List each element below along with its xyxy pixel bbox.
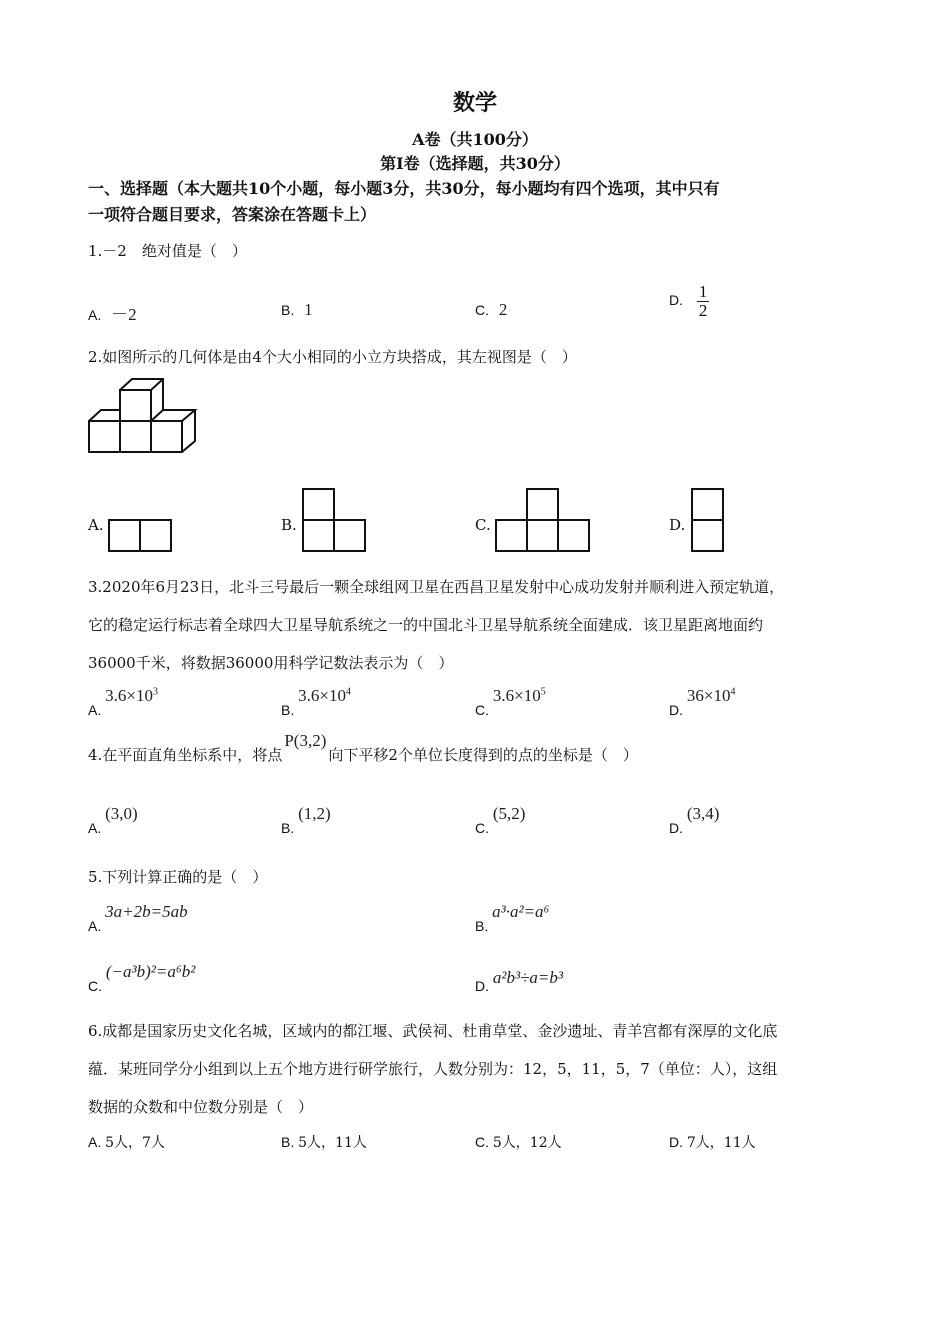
q2-option-b[interactable]: B.	[281, 516, 297, 534]
option-label: D.	[475, 978, 489, 994]
option-label: C.	[475, 1134, 489, 1150]
option-value: －2	[111, 305, 137, 324]
option-value: a³·a²=a⁶	[492, 902, 550, 921]
sci-base: 3.6×10	[105, 686, 153, 705]
q2-option-a[interactable]: A.	[88, 516, 104, 534]
option-label: B.	[281, 1134, 295, 1150]
option-value: (3,0)	[105, 804, 138, 823]
option-label: B.	[475, 918, 489, 934]
cube-upper-right-edge	[151, 379, 163, 390]
question-5-stem: 5.下列计算正确的是（ ）	[88, 868, 268, 886]
q4-option-d[interactable]	[669, 804, 720, 836]
q5-option-d[interactable]	[475, 968, 563, 994]
q5-option-b[interactable]	[475, 902, 550, 934]
option-value: (3,4)	[686, 804, 720, 823]
option-label: B.	[281, 302, 295, 318]
q5-option-c[interactable]	[88, 962, 196, 994]
part-one-heading: 第Ⅰ卷（选择题，共30分）	[380, 154, 570, 173]
option-label: C.	[475, 702, 489, 718]
option-label: A.	[88, 307, 102, 323]
q3-option-c[interactable]	[475, 686, 546, 718]
question-6-stem-line2: 蕴．某班同学分小组到以上五个地方进行研学旅行，人数分别为：12，5，11，5，7（单位：人），这组	[88, 1060, 778, 1078]
q6-option-a[interactable]	[88, 1132, 165, 1152]
question-3-stem-line1: 3.2020年6月23日，北斗三号最后一颗全球组网卫星在西昌卫星发射中心成功发射并顺利进入预定轨道，	[88, 578, 785, 596]
cube-front-2	[120, 421, 151, 452]
section-header-line2: 一项符合题目要求，答案涂在答题卡上）	[88, 205, 377, 224]
q2-option-b-view	[303, 489, 365, 551]
q4-point: P(3,2)	[284, 731, 327, 750]
q2-option-d-view	[692, 489, 723, 551]
option-value: a²b³÷a=b³	[492, 968, 563, 987]
fraction-denominator: 2	[698, 301, 708, 320]
sci-exponent: 3	[152, 686, 158, 698]
option-label: D.	[669, 292, 683, 309]
sci-exponent: 4	[730, 686, 736, 698]
section-header-line1: 一、选择题（本大题共10个小题，每小题3分，共30分，每小题均有四个选项，其中只有	[88, 179, 720, 198]
sci-base: 3.6×10	[298, 686, 346, 705]
option-value: (5,2)	[492, 804, 526, 823]
sci-exponent: 5	[540, 686, 546, 698]
question-3-stem-line3: 36000千米，将数据36000用科学记数法表示为（ ）	[88, 654, 454, 672]
option-value: 1	[304, 300, 313, 319]
option-value: 7人，11人	[686, 1135, 756, 1151]
q6-option-c[interactable]	[475, 1132, 562, 1152]
question-3-stem-line2: 它的稳定运行标志着全球四大卫星导航系统之一的中国北斗卫星导航系统全面建成．该卫星距离地面约	[88, 616, 764, 634]
cube-front-1	[89, 421, 120, 452]
cube-front-3	[151, 421, 182, 452]
q3-option-b[interactable]	[281, 686, 351, 718]
option-label: D.	[669, 702, 683, 718]
page-title: 数学	[452, 90, 497, 116]
option-value: (−a³b)²=a⁶b²	[105, 962, 196, 981]
option-value: 3a+2b=5ab	[105, 902, 188, 921]
option-label: D.	[669, 820, 683, 836]
sci-base: 3.6×10	[492, 686, 541, 705]
cube-right-top-edge	[151, 410, 195, 421]
question-4-stem	[88, 731, 638, 765]
option-label: A.	[88, 1134, 102, 1150]
option-value: (1,2)	[298, 804, 331, 823]
cube-top-front	[120, 390, 151, 421]
question-1-stem: 1.－2 绝对值是（ ）	[88, 242, 247, 260]
q6-option-d[interactable]	[669, 1132, 756, 1152]
sci-exponent: 4	[345, 686, 351, 698]
question-2-stem: 2.如图所示的几何体是由4个大小相同的小立方块搭成，其左视图是（ ）	[88, 348, 577, 366]
option-label: C.	[475, 302, 489, 318]
option-label: C.	[88, 978, 102, 994]
q2-option-a-view	[109, 520, 171, 551]
option-value: 5人，7人	[105, 1135, 165, 1151]
option-label: A.	[88, 820, 102, 836]
q3-option-d[interactable]	[669, 686, 736, 718]
q4-option-a[interactable]	[88, 804, 138, 836]
option-label: A.	[88, 918, 102, 934]
sci-base: 36×10	[686, 686, 731, 705]
option-label: B.	[281, 820, 295, 836]
option-value: 5人，11人	[298, 1135, 367, 1151]
cube-arrangement-figure	[89, 379, 195, 452]
option-label: A.	[88, 702, 102, 718]
q6-option-b[interactable]	[281, 1132, 367, 1152]
q5-option-a[interactable]	[88, 902, 188, 934]
q4-stem-after: 向下平移2个单位长度得到的点的坐标是（ ）	[328, 746, 638, 764]
volume-a-heading: A卷（共100分）	[412, 130, 538, 149]
q4-stem-before: 4.在平面直角坐标系中，将点	[88, 746, 283, 764]
q4-option-b[interactable]	[281, 804, 331, 836]
q3-option-a[interactable]	[88, 686, 158, 718]
option-value: 5人，12人	[492, 1135, 562, 1151]
fraction-numerator: 1	[698, 282, 708, 301]
cube-left-top-edge	[89, 410, 120, 421]
q2-option-d[interactable]: D.	[669, 516, 686, 534]
question-6-stem-line1: 6.成都是国家历史文化名城，区域内的都江堰、武侯祠、杜甫草堂、金沙遗址、青羊宫都有深厚的文化底	[88, 1022, 778, 1040]
option-label: B.	[281, 702, 295, 718]
option-value: 2	[498, 300, 508, 319]
option-label: D.	[669, 1134, 683, 1150]
q2-option-c[interactable]: C.	[475, 516, 491, 534]
q4-option-c[interactable]	[475, 804, 526, 836]
q2-option-c-view	[496, 489, 589, 551]
question-6-stem-line3: 数据的众数和中位数分别是（ ）	[88, 1098, 314, 1116]
option-label: C.	[475, 820, 489, 836]
